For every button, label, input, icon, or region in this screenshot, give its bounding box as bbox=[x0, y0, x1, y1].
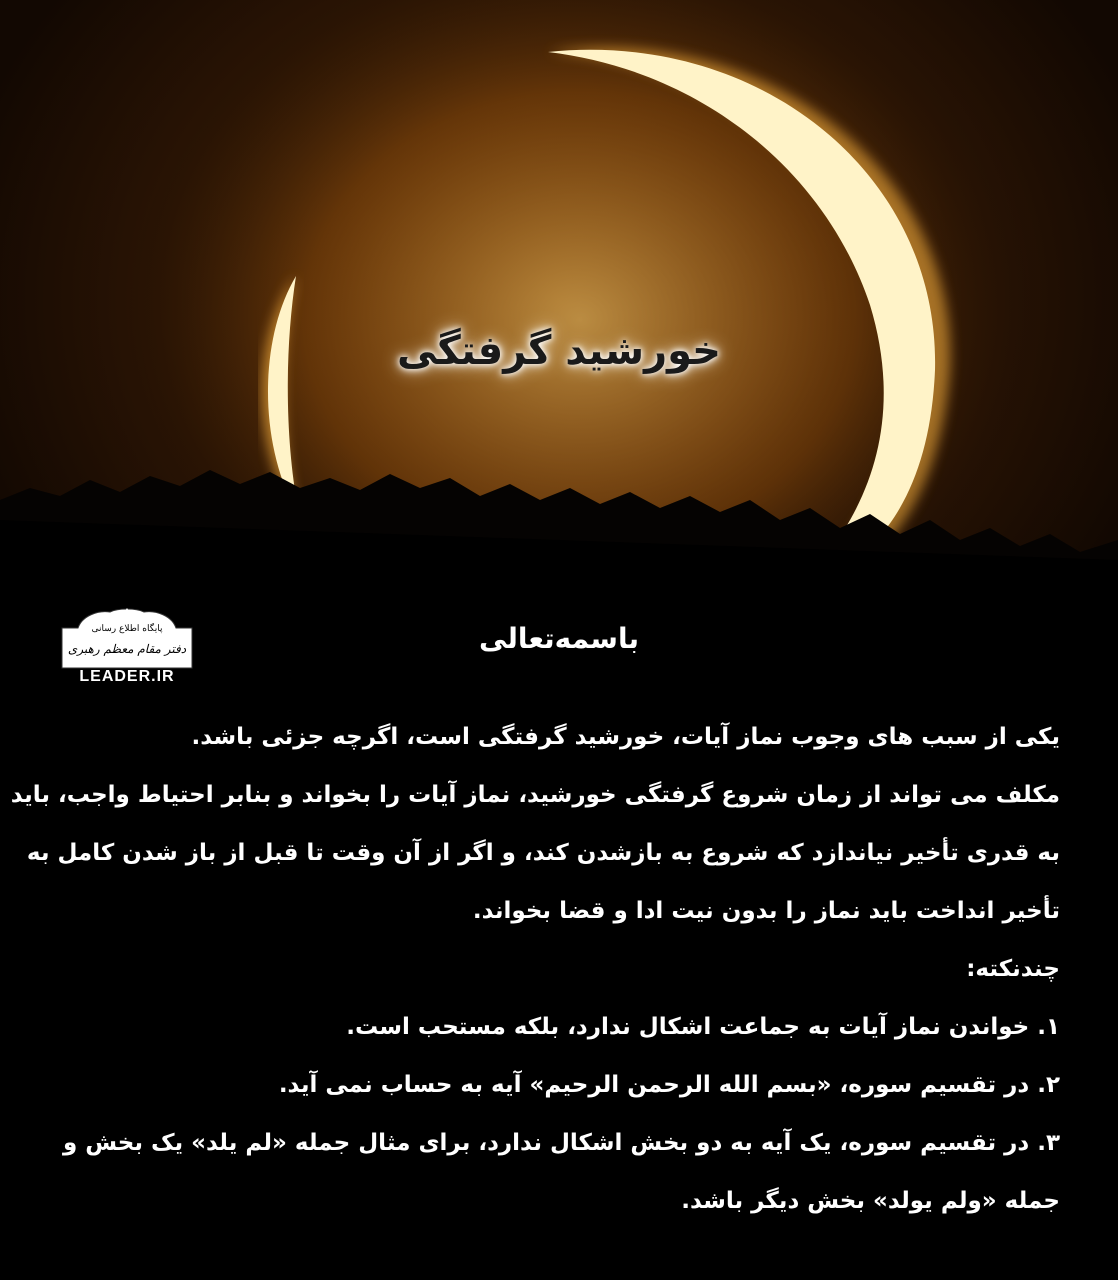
note-item-2: ۲. در تقسیم سوره، «بسم الله الرحمن الرحیم» آیه به حساب نمی آید. bbox=[278, 1072, 1060, 1098]
logo-top-text: پایگاه اطلاع رسانی bbox=[91, 624, 163, 634]
paragraph-line-2: مکلف می تواند از زمان شروع گرفتگی خورشید، نماز آیات را بخواند و بنابر احتیاط واجب، باید bbox=[10, 782, 1060, 808]
paragraph-line-1: یکی از سبب های وجوب نماز آیات، خورشید گرفتگی است، اگرچه جزئی باشد. bbox=[191, 724, 1060, 750]
paragraph-line-4: تأخیر انداخت باید نماز را بدون نیت ادا و قضا بخواند. bbox=[472, 898, 1060, 924]
paragraph-line-3: به قدری تأخیر نیاندازد که شروع به بازشدن کند، و اگر از آن وقت تا قبل از باز شدن کامل به bbox=[26, 840, 1060, 866]
hero-title: خورشید گرفتگی bbox=[396, 328, 722, 374]
note-item-1: ۱. خواندن نماز آیات به جماعت اشکال ندارد، بلکه مستحب است. bbox=[346, 1014, 1060, 1040]
basmala-heading: باسمه‌تعالی bbox=[479, 622, 639, 655]
logo-main-text: دفتر مقام معظم رهبری bbox=[67, 642, 187, 656]
note-item-3-line-1: ۳. در تقسیم سوره، یک آیه به دو بخش اشکال ندارد، برای مثال جمله «لم یلد» یک بخش و bbox=[62, 1130, 1060, 1156]
logo-site-name: LEADER.IR bbox=[79, 668, 175, 685]
note-item-3-line-2: جمله «ولم یولد» بخش دیگر باشد. bbox=[681, 1188, 1060, 1214]
ruling-text bbox=[10, 708, 1060, 1230]
notes-heading: چندنکته: bbox=[966, 956, 1060, 982]
